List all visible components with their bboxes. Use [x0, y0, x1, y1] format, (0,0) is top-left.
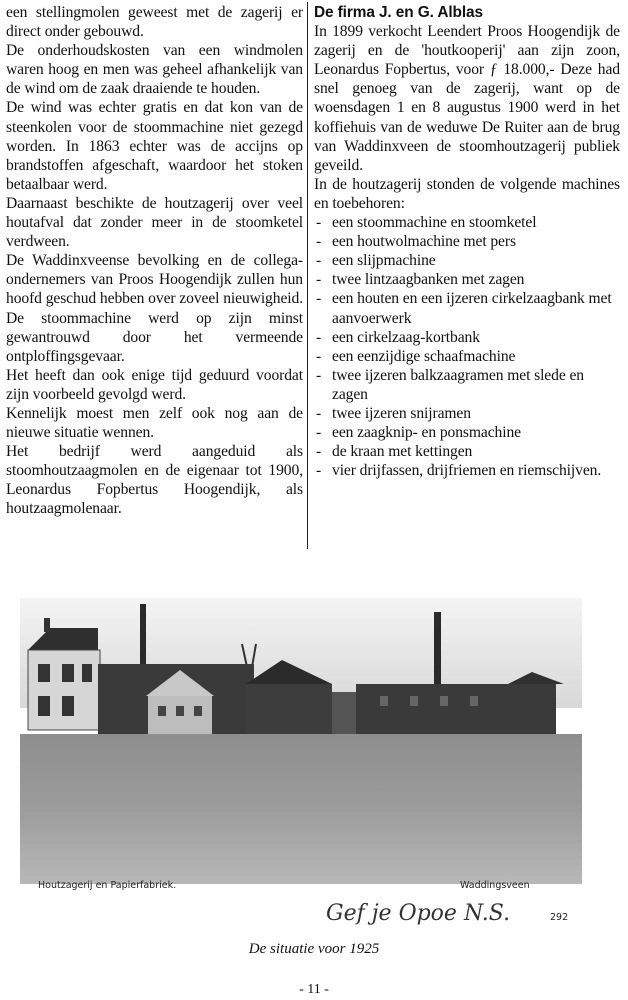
list-dash: -	[316, 271, 322, 289]
machine-label: een eenzijdige schaafmachine	[332, 347, 516, 365]
left-paragraph-4: Daarnaast beschikte de houtzagerij over veel houtafval dat zonder meer in de stoomketel verdween.	[6, 194, 303, 251]
machine-label: twee lintzaagbanken met zagen	[332, 271, 525, 289]
list-dash: -	[316, 252, 322, 270]
chimney-right	[434, 612, 441, 696]
machine-list	[314, 213, 620, 480]
machine-list-item	[314, 251, 620, 270]
photo-label-left: Houtzagerij en Papierfabriek.	[38, 880, 177, 891]
machine-label: een slijpmachine	[332, 252, 436, 270]
left-paragraph-5: De Waddinxveense bevolking en de collega-ondernemers van Proos Hoogendijk zullen hun hoofd geschud hebben over zoveel nieuwigheid. De stoommachine werd op zijn minst gewantrouwd door het vermeende ontploffingsgevaar.	[6, 252, 303, 365]
machine-list-item	[314, 213, 620, 232]
machine-list-item	[314, 461, 620, 480]
list-dash: -	[316, 214, 322, 232]
machine-list-item	[314, 289, 620, 327]
historic-photo	[20, 598, 582, 940]
list-dash: -	[316, 233, 322, 251]
left-paragraph-3: De wind was echter gratis en dat kon van de steenkolen voor de stoommachine niet gezegd worden. In 1863 echter was de accijns op brandstoffen afgeschaft, waardoor het stoken betaalbaar werd.	[6, 99, 303, 193]
photo-caption: De situatie voor 1925	[248, 941, 380, 957]
machine-label: een cirkelzaag-kortbank	[332, 328, 480, 346]
list-dash: -	[316, 424, 322, 442]
machine-label: een houtwolmachine met pers	[332, 233, 516, 251]
machine-label: twee ijzeren balkzaagramen met slede en zagen	[332, 366, 584, 403]
left-paragraph-7: Kennelijk moest men zelf ook nog aan de nieuwe situatie wennen.	[6, 404, 303, 442]
left-paragraph-8: Het bedrijf werd aangeduid als stoomhoutzaagmolen en de eigenaar tot 1900, Leonardus Fopbertus Hoogendijk, als houtzaagmolenaar.	[6, 443, 303, 518]
column-divider	[307, 2, 308, 549]
list-dash: -	[316, 366, 322, 384]
machine-list-item	[314, 423, 620, 442]
machine-label: twee ijzeren snijramen	[332, 404, 471, 422]
page-number: - 11 -	[299, 982, 329, 997]
machine-list-item	[314, 442, 620, 461]
list-dash: -	[316, 443, 322, 461]
chimney-left	[140, 604, 146, 668]
left-paragraph-6: Het heeft dan ook enige tijd geduurd voordat zijn voorbeeld gevolgd werd.	[6, 366, 303, 403]
right-column	[314, 3, 620, 480]
machine-label: de kraan met kettingen	[332, 443, 473, 461]
machine-label: een zaagknip- en ponsmachine	[332, 424, 522, 442]
section-heading: De firma J. en G. Alblas	[314, 4, 483, 21]
list-dash: -	[316, 462, 322, 480]
list-dash: -	[316, 290, 322, 308]
photo-label-right: Waddingsveen	[460, 880, 530, 891]
right-paragraph-2: In de houtzagerij stonden de volgende machines en toebehoren:	[314, 175, 620, 212]
list-dash: -	[316, 328, 322, 346]
machine-label: vier drijfassen, drijfriemen en riemschijven.	[332, 462, 602, 480]
machine-list-item	[314, 404, 620, 423]
machine-list-item	[314, 232, 620, 251]
machine-label: een houten en een ijzeren cirkelzaagbank met aanvoerwerk	[332, 290, 612, 327]
photo-corner-number: 292	[550, 912, 569, 923]
machine-list-item	[314, 270, 620, 289]
right-paragraph-1: In 1899 verkocht Leendert Proos Hoogendijk de zagerij en de 'houtkooperij' aan zijn zoon, Leonardus Fopbertus, voor ƒ 18.000,- Deze had snel genoeg van de zagerij, want op de woensdagen 1 en 8 augustus 1900 werd in het koffiehuis van de weduwe De Ruiter aan de brug van Waddinxveen de stoomhoutzagerij publiek geveild.	[314, 23, 620, 174]
machine-list-item	[314, 347, 620, 366]
machine-list-item	[314, 366, 620, 404]
left-paragraph-2: De onderhoudskosten van een windmolen waren hoog en men was geheel afhankelijk van de wind om de zaak draaiende te houden.	[6, 42, 303, 98]
handwritten-inscription: Gef je Opoe N.S.	[326, 901, 511, 926]
left-paragraph-1: een stellingmolen geweest met de zagerij er direct onder gebouwd.	[6, 4, 303, 41]
photo-field	[20, 734, 582, 884]
left-column	[6, 3, 303, 519]
machine-label: een stoommachine en stoomketel	[332, 214, 537, 232]
list-dash: -	[316, 404, 322, 422]
machine-list-item	[314, 328, 620, 347]
list-dash: -	[316, 347, 322, 365]
